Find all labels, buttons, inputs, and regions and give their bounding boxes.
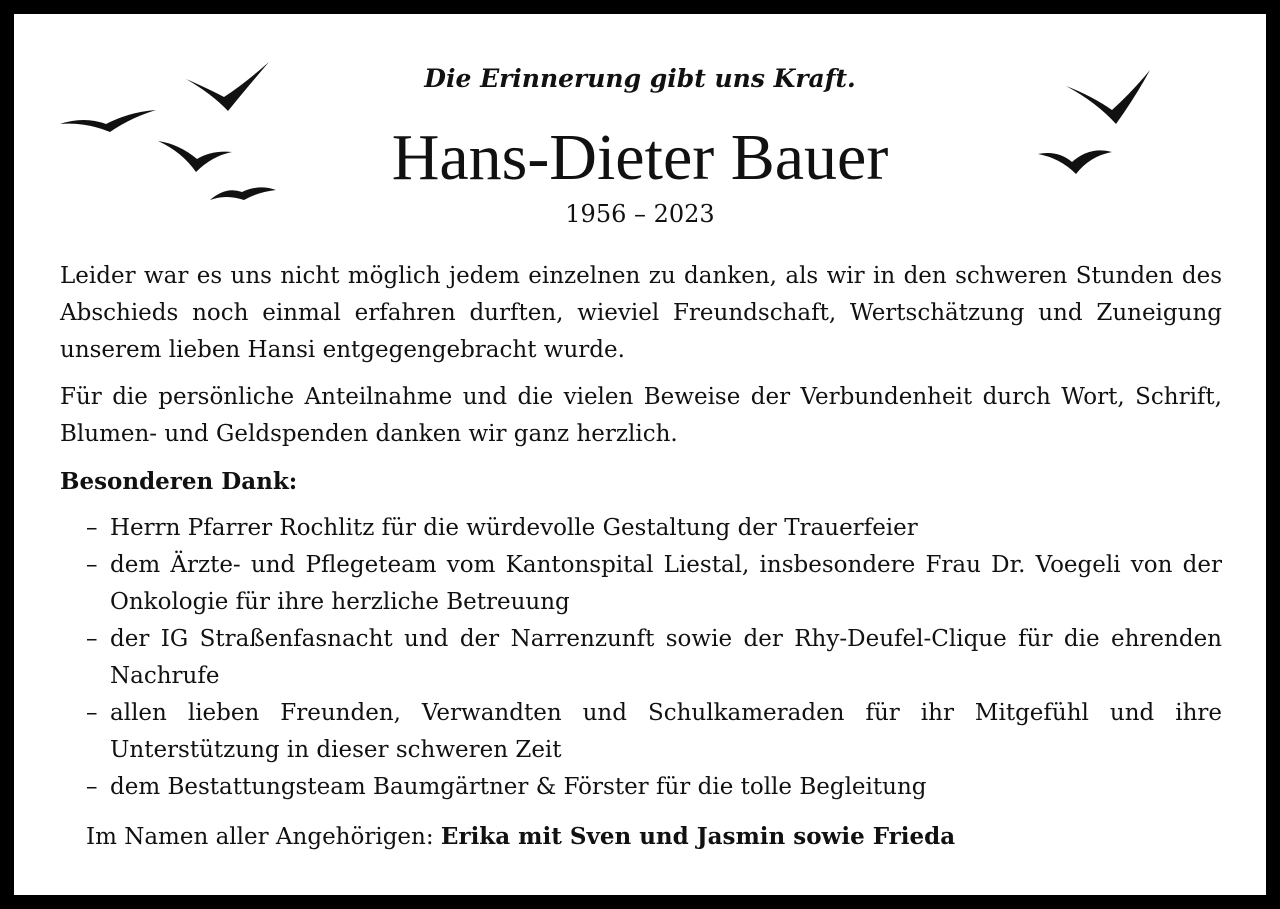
special-thanks-heading: Besonderen Dank: (60, 468, 298, 495)
special-thanks-list (60, 510, 1222, 806)
signature-prefix: Im Namen aller Angehörigen: (86, 824, 434, 850)
deceased-name: Hans-Dieter Bauer (391, 121, 889, 194)
list-item-text: Herrn Pfarrer Rochlitz für die würdevolle Gestaltung der Trauerfeier (110, 515, 918, 541)
list-item (86, 769, 1222, 806)
dash-bullet: – (86, 515, 98, 541)
list-item-text: dem Bestattungsteam Baumgärtner & Förster für die tolle Begleitung (110, 774, 927, 800)
signature-line (60, 818, 1222, 856)
list-item-text: dem Ärzte- und Pflegeteam vom Kantonspital Liestal, insbesondere Frau Dr. Voegeli von der Onkologie für ihre herzliche Betreuung (110, 552, 1222, 615)
list-item (86, 621, 1222, 695)
list-item (86, 547, 1222, 621)
condolence-paragraph: Für die persönliche Anteilnahme und die vielen Beweise der Verbundenheit durch Wort, Schrift, Blumen- und Geldspenden danken wir ganz herzlich. (60, 384, 1222, 447)
dash-bullet: – (86, 626, 98, 652)
obituary-body (60, 258, 1222, 866)
list-item (86, 695, 1222, 769)
list-item (86, 510, 1222, 547)
signature-names: Erika mit Sven und Jasmin sowie Frieda (440, 823, 956, 850)
dash-bullet: – (86, 552, 98, 578)
list-item-text: der IG Straßenfasnacht und der Narrenzunft sowie der Rhy-Deufel-Clique für die ehrenden Nachrufe (110, 626, 1222, 689)
life-dates: 1956 – 2023 (565, 200, 715, 228)
dash-bullet: – (86, 774, 98, 800)
thanks-paragraph: Leider war es uns nicht möglich jedem einzelnen zu danken, als wir in den schweren Stunden des Abschieds noch einmal erfahren durften, wieviel Freundschaft, Wertschätzung und Zuneigung unserem lieben Hansi entgegengebracht wurde. (60, 263, 1222, 363)
obituary-card (14, 14, 1266, 895)
list-item-text: allen lieben Freunden, Verwandten und Schulkameraden für ihr Mitgefühl und ihre Unterstützung in dieser schweren Zeit (110, 700, 1222, 763)
motto: Die Erinnerung gibt uns Kraft. (424, 64, 856, 93)
dash-bullet: – (86, 700, 98, 726)
